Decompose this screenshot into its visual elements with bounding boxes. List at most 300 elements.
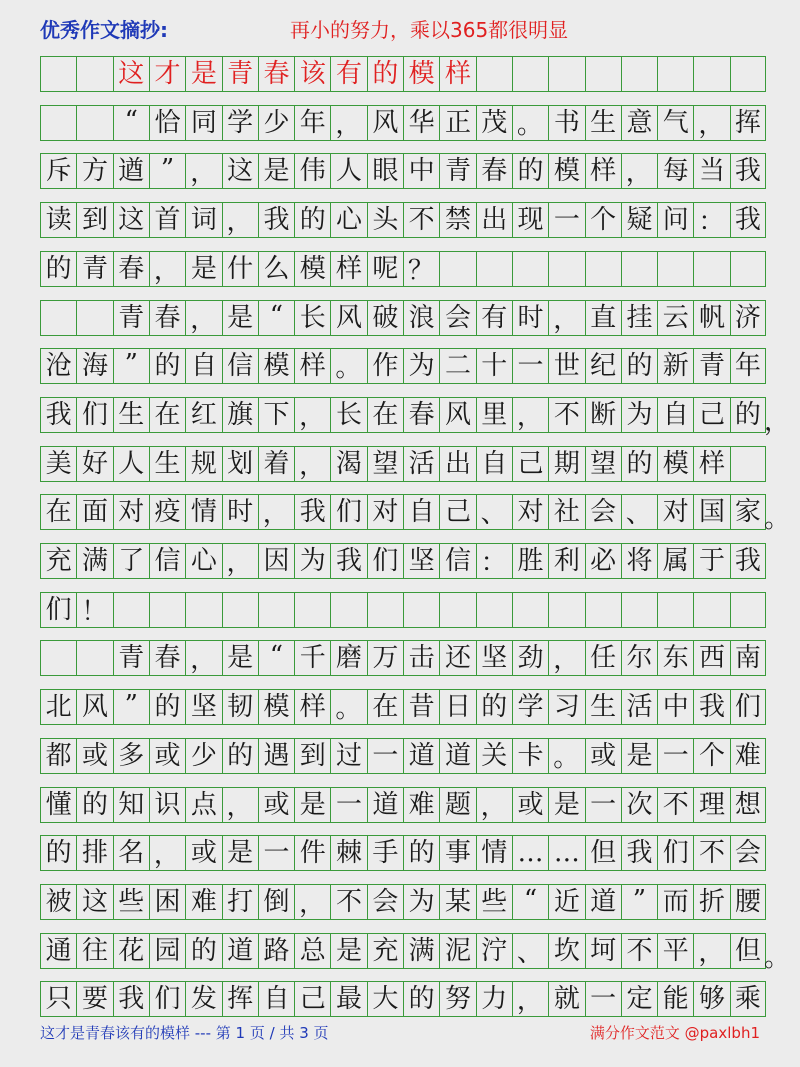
grid-char: 北 <box>40 690 76 724</box>
grid-char: ， <box>294 447 330 481</box>
grid-char: 一 <box>657 739 693 773</box>
grid-char: 或 <box>149 739 185 773</box>
grid-cell <box>657 252 693 286</box>
grid-char: 为 <box>403 885 439 919</box>
grid-char: 的 <box>512 154 548 188</box>
page-header <box>0 0 800 56</box>
grid-char: 坚 <box>476 641 512 675</box>
grid-char: 不 <box>657 788 693 822</box>
grid-cell <box>730 252 766 286</box>
grid-char: 每 <box>657 154 693 188</box>
grid-char: 平 <box>657 934 693 968</box>
overflow-punctuation: ， <box>764 406 791 437</box>
grid-char: 千 <box>294 641 330 675</box>
grid-char: 学 <box>222 106 258 140</box>
grid-char: 是 <box>330 934 366 968</box>
grid-char: 们 <box>76 398 112 432</box>
grid-char: ， <box>222 203 258 237</box>
grid-char: 利 <box>548 544 584 578</box>
grid-cell <box>548 593 584 627</box>
grid-char: 力 <box>476 982 512 1016</box>
grid-char: “ <box>258 641 294 675</box>
grid-char: 们 <box>730 690 766 724</box>
grid-cell <box>693 593 729 627</box>
grid-char: ！ <box>76 593 112 627</box>
grid-char: 挂 <box>621 301 657 335</box>
grid-row <box>40 981 766 1017</box>
grid-char: 会 <box>730 836 766 870</box>
grid-char: 我 <box>621 836 657 870</box>
grid-char: 长 <box>330 398 366 432</box>
grid-char: 样 <box>585 154 621 188</box>
grid-char: 尔 <box>621 641 657 675</box>
grid-cell <box>548 252 584 286</box>
grid-char: 里 <box>476 398 512 432</box>
grid-char: 望 <box>585 447 621 481</box>
grid-char: 会 <box>367 885 403 919</box>
grid-cell <box>548 57 584 91</box>
grid-char: 道 <box>222 934 258 968</box>
grid-char: 春 <box>149 301 185 335</box>
grid-char: 在 <box>40 495 76 529</box>
grid-char: 坷 <box>585 934 621 968</box>
grid-char: 世 <box>548 349 584 383</box>
grid-char: 满 <box>76 544 112 578</box>
grid-char: 信 <box>149 544 185 578</box>
grid-char: 们 <box>149 982 185 1016</box>
grid-cell <box>693 57 729 91</box>
grid-char: 才 <box>149 57 185 91</box>
grid-char: 泞 <box>476 934 512 968</box>
grid-char: 会 <box>585 495 621 529</box>
grid-char: 遒 <box>113 154 149 188</box>
grid-char: 该 <box>294 57 330 91</box>
grid-char: 识 <box>149 788 185 822</box>
grid-char: 现 <box>512 203 548 237</box>
grid-char: 下 <box>258 398 294 432</box>
grid-row <box>40 397 766 433</box>
grid-char: 济 <box>730 301 766 335</box>
grid-cell <box>730 593 766 627</box>
grid-char: 活 <box>403 447 439 481</box>
grid-char: 词 <box>185 203 221 237</box>
grid-char: 只 <box>40 982 76 1016</box>
grid-char: 发 <box>185 982 221 1016</box>
grid-char: ， <box>149 252 185 286</box>
grid-row <box>40 348 766 384</box>
grid-char: ” <box>113 349 149 383</box>
grid-char: ， <box>548 641 584 675</box>
grid-char: 为 <box>294 544 330 578</box>
grid-char: 期 <box>548 447 584 481</box>
grid-char: 信 <box>222 349 258 383</box>
grid-char: 青 <box>113 641 149 675</box>
grid-char: 在 <box>149 398 185 432</box>
grid-char: 到 <box>294 739 330 773</box>
grid-char: 沧 <box>40 349 76 383</box>
grid-char: 么 <box>258 252 294 286</box>
grid-char: ， <box>548 301 584 335</box>
grid-cell <box>222 593 258 627</box>
grid-char: 模 <box>403 57 439 91</box>
grid-char: 恰 <box>149 106 185 140</box>
grid-char: 懂 <box>40 788 76 822</box>
grid-char: 韧 <box>222 690 258 724</box>
grid-char: 。 <box>330 349 366 383</box>
grid-char: 信 <box>439 544 475 578</box>
grid-char: 破 <box>367 301 403 335</box>
grid-char: 某 <box>439 885 475 919</box>
grid-char: 疑 <box>621 203 657 237</box>
grid-char: 道 <box>585 885 621 919</box>
grid-char: 。 <box>330 690 366 724</box>
grid-char: 一 <box>548 203 584 237</box>
grid-char: 手 <box>367 836 403 870</box>
grid-char: ， <box>693 934 729 968</box>
grid-char: 模 <box>657 447 693 481</box>
grid-char: 们 <box>367 544 403 578</box>
grid-char: 点 <box>185 788 221 822</box>
grid-char: 是 <box>294 788 330 822</box>
grid-char: 击 <box>403 641 439 675</box>
grid-row <box>40 592 766 628</box>
grid-char: ， <box>693 106 729 140</box>
grid-char: 们 <box>657 836 693 870</box>
grid-char: 想 <box>730 788 766 822</box>
grid-char: 园 <box>149 934 185 968</box>
grid-char: 但 <box>730 934 766 968</box>
grid-char: 花 <box>113 934 149 968</box>
grid-cell <box>185 593 221 627</box>
grid-char: 学 <box>512 690 548 724</box>
grid-cell <box>76 641 112 675</box>
grid-cell <box>76 106 112 140</box>
grid-char: 年 <box>730 349 766 383</box>
grid-row <box>40 105 766 141</box>
grid-char: ： <box>693 203 729 237</box>
grid-char: 一 <box>585 982 621 1016</box>
grid-char: 时 <box>512 301 548 335</box>
grid-char: 青 <box>693 349 729 383</box>
grid-char: 难 <box>730 739 766 773</box>
grid-char: 自 <box>657 398 693 432</box>
grid-char: 我 <box>730 544 766 578</box>
grid-char: 家 <box>730 495 766 529</box>
grid-char: 我 <box>113 982 149 1016</box>
grid-cell <box>476 252 512 286</box>
grid-char: 这 <box>113 57 149 91</box>
grid-char: 出 <box>476 203 512 237</box>
grid-char: 呢 <box>367 252 403 286</box>
grid-char: 自 <box>185 349 221 383</box>
grid-char: 们 <box>40 593 76 627</box>
grid-char: 我 <box>258 203 294 237</box>
grid-cell <box>476 57 512 91</box>
grid-char: 的 <box>403 836 439 870</box>
grid-row <box>40 153 766 189</box>
grid-char: 了 <box>113 544 149 578</box>
grid-char: 因 <box>258 544 294 578</box>
grid-cell <box>40 641 76 675</box>
grid-cell <box>621 57 657 91</box>
grid-cell <box>621 252 657 286</box>
grid-char: 风 <box>367 106 403 140</box>
grid-char: 气 <box>657 106 693 140</box>
grid-char: 禁 <box>439 203 475 237</box>
grid-char: 的 <box>149 349 185 383</box>
grid-cell <box>367 593 403 627</box>
grid-char: 一 <box>585 788 621 822</box>
grid-char: 春 <box>149 641 185 675</box>
grid-char: ” <box>149 154 185 188</box>
grid-char: 一 <box>330 788 366 822</box>
grid-char: 春 <box>113 252 149 286</box>
grid-char: 最 <box>330 982 366 1016</box>
grid-char: 的 <box>185 934 221 968</box>
grid-char: 问 <box>657 203 693 237</box>
grid-char: “ <box>512 885 548 919</box>
grid-char: 过 <box>330 739 366 773</box>
grid-char: 的 <box>476 690 512 724</box>
grid-char: 关 <box>476 739 512 773</box>
grid-char: 泥 <box>439 934 475 968</box>
grid-char: 日 <box>439 690 475 724</box>
grid-char: 个 <box>585 203 621 237</box>
grid-char: 为 <box>621 398 657 432</box>
grid-row <box>40 640 766 676</box>
grid-char: 我 <box>730 154 766 188</box>
grid-char: 的 <box>40 836 76 870</box>
grid-char: 坚 <box>185 690 221 724</box>
grid-char: 我 <box>40 398 76 432</box>
author-handle: 满分作文范文 @paxlbh1 <box>589 1024 760 1042</box>
grid-char: 排 <box>76 836 112 870</box>
grid-char: 坎 <box>548 934 584 968</box>
grid-cell <box>657 57 693 91</box>
grid-char: 人 <box>113 447 149 481</box>
grid-char: 青 <box>439 154 475 188</box>
grid-char: 的 <box>403 982 439 1016</box>
grid-char: 一 <box>512 349 548 383</box>
grid-row <box>40 884 766 920</box>
grid-char: 西 <box>693 641 729 675</box>
grid-char: 充 <box>40 544 76 578</box>
grid-char: 生 <box>585 690 621 724</box>
grid-cell <box>585 57 621 91</box>
grid-char: 件 <box>294 836 330 870</box>
grid-char: 什 <box>222 252 258 286</box>
grid-char: 己 <box>439 495 475 529</box>
grid-char: 乘 <box>730 982 766 1016</box>
grid-char: 我 <box>730 203 766 237</box>
grid-char: 是 <box>222 836 258 870</box>
grid-char: 必 <box>585 544 621 578</box>
grid-char: 胜 <box>512 544 548 578</box>
grid-char: 出 <box>439 447 475 481</box>
grid-char: 是 <box>621 739 657 773</box>
grid-char: 劲 <box>512 641 548 675</box>
grid-char: 、 <box>512 934 548 968</box>
grid-char: 磨 <box>330 641 366 675</box>
slogan: 再小的努力，乘以365都很明显 <box>290 18 569 42</box>
grid-char: 时 <box>222 495 258 529</box>
grid-char: 风 <box>330 301 366 335</box>
grid-char: 的 <box>294 203 330 237</box>
grid-char: 己 <box>693 398 729 432</box>
grid-char: 是 <box>548 788 584 822</box>
grid-char: 长 <box>294 301 330 335</box>
grid-char: 中 <box>657 690 693 724</box>
grid-char: 坚 <box>403 544 439 578</box>
grid-char: 模 <box>294 252 330 286</box>
grid-row <box>40 689 766 725</box>
grid-cell <box>439 252 475 286</box>
grid-char: 腰 <box>730 885 766 919</box>
grid-char: 风 <box>439 398 475 432</box>
grid-char: 能 <box>657 982 693 1016</box>
grid-char: 生 <box>113 398 149 432</box>
grid-char: 对 <box>657 495 693 529</box>
grid-char: 头 <box>367 203 403 237</box>
grid-char: 挥 <box>222 982 258 1016</box>
grid-row <box>40 494 766 530</box>
grid-char: 到 <box>76 203 112 237</box>
grid-char: 人 <box>330 154 366 188</box>
section-label: 优秀作文摘抄: <box>40 18 168 42</box>
grid-char: 社 <box>548 495 584 529</box>
grid-char: 划 <box>222 447 258 481</box>
grid-cell <box>76 301 112 335</box>
grid-char: 二 <box>439 349 475 383</box>
grid-char: 我 <box>693 690 729 724</box>
grid-char: 些 <box>476 885 512 919</box>
grid-char: 书 <box>548 106 584 140</box>
grid-char: 样 <box>294 690 330 724</box>
grid-char: 正 <box>439 106 475 140</box>
grid-char: 对 <box>512 495 548 529</box>
grid-char: 样 <box>294 349 330 383</box>
grid-char: 、 <box>476 495 512 529</box>
grid-char: 知 <box>113 788 149 822</box>
grid-cell <box>585 593 621 627</box>
grid-char: 美 <box>40 447 76 481</box>
grid-char: 于 <box>693 544 729 578</box>
grid-char: 是 <box>222 301 258 335</box>
grid-char: 活 <box>621 690 657 724</box>
grid-char: 春 <box>403 398 439 432</box>
grid-char: 一 <box>367 739 403 773</box>
grid-cell <box>76 57 112 91</box>
grid-char: 青 <box>222 57 258 91</box>
grid-char: 难 <box>403 788 439 822</box>
grid-char: 就 <box>548 982 584 1016</box>
grid-char: 挥 <box>730 106 766 140</box>
grid-char: 充 <box>367 934 403 968</box>
grid-char: 的 <box>730 398 766 432</box>
grid-char: 定 <box>621 982 657 1016</box>
grid-char: 不 <box>330 885 366 919</box>
grid-char: 年 <box>294 106 330 140</box>
grid-cell <box>330 593 366 627</box>
grid-char: 东 <box>657 641 693 675</box>
grid-char: 春 <box>258 57 294 91</box>
grid-char: 青 <box>76 252 112 286</box>
grid-row <box>40 787 766 823</box>
grid-cell <box>730 447 766 481</box>
grid-char: 难 <box>185 885 221 919</box>
grid-char: 情 <box>185 495 221 529</box>
grid-char: 生 <box>585 106 621 140</box>
grid-cell <box>512 252 548 286</box>
grid-char: 都 <box>40 739 76 773</box>
grid-char: 够 <box>693 982 729 1016</box>
grid-char: 总 <box>294 934 330 968</box>
grid-char: 满 <box>403 934 439 968</box>
grid-char: 好 <box>76 447 112 481</box>
grid-char: 道 <box>367 788 403 822</box>
grid-char: 。 <box>512 106 548 140</box>
grid-char: ， <box>330 106 366 140</box>
grid-char: 是 <box>185 57 221 91</box>
grid-char: 心 <box>330 203 366 237</box>
grid-char: 十 <box>476 349 512 383</box>
grid-cell <box>621 593 657 627</box>
grid-char: 方 <box>76 154 112 188</box>
grid-char: 直 <box>585 301 621 335</box>
grid-char: 万 <box>367 641 403 675</box>
grid-char: 当 <box>693 154 729 188</box>
grid-char: ” <box>113 690 149 724</box>
grid-cell <box>113 593 149 627</box>
grid-char: 旗 <box>222 398 258 432</box>
grid-char: ” <box>621 885 657 919</box>
grid-char: 不 <box>693 836 729 870</box>
grid-char: 、 <box>621 495 657 529</box>
grid-char: ， <box>185 301 221 335</box>
overflow-punctuation: 。 <box>764 504 791 535</box>
title-row <box>40 56 766 92</box>
grid-char: ： <box>476 544 512 578</box>
grid-char: 些 <box>113 885 149 919</box>
grid-char: 是 <box>258 154 294 188</box>
grid-char: 着 <box>258 447 294 481</box>
grid-char: 生 <box>149 447 185 481</box>
grid-char: 样 <box>693 447 729 481</box>
grid-char: 卡 <box>512 739 548 773</box>
grid-char: 大 <box>367 982 403 1016</box>
grid-char: 理 <box>693 788 729 822</box>
grid-char: ， <box>476 788 512 822</box>
grid-char: 意 <box>621 106 657 140</box>
grid-char: 或 <box>185 836 221 870</box>
grid-char: 的 <box>40 252 76 286</box>
grid-char: 道 <box>403 739 439 773</box>
grid-char: ， <box>258 495 294 529</box>
grid-char: 或 <box>585 739 621 773</box>
grid-char: 是 <box>185 252 221 286</box>
grid-char: 有 <box>330 57 366 91</box>
grid-char: “ <box>258 301 294 335</box>
grid-char: 红 <box>185 398 221 432</box>
grid-cell <box>476 593 512 627</box>
grid-char: 情 <box>476 836 512 870</box>
grid-char: 断 <box>585 398 621 432</box>
grid-row <box>40 202 766 238</box>
grid-char: 少 <box>185 739 221 773</box>
grid-char: 题 <box>439 788 475 822</box>
grid-row <box>40 446 766 482</box>
grid-cell <box>585 252 621 286</box>
